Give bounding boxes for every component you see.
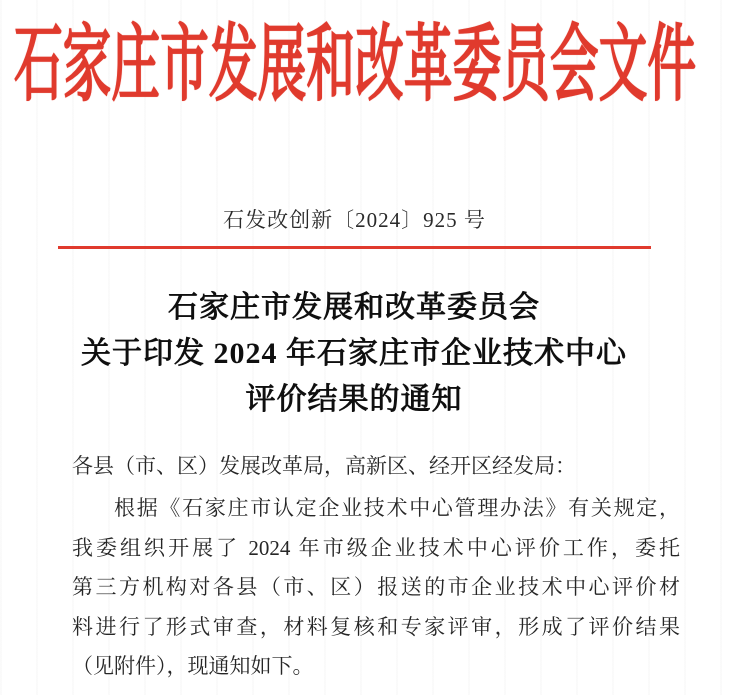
- title-line-3: 评价结果的通知: [245, 383, 463, 416]
- salutation-line: 各县（市、区）发展改革局，高新区、经开区经发局：: [72, 454, 576, 478]
- issuing-agency-masthead: 石家庄市发展和改革委员会文件: [13, 18, 696, 112]
- body-line: 我委组织开展了 2024 年市级企业技术中心评价工作，委托: [72, 535, 680, 560]
- document-title: [30, 285, 678, 423]
- document-reference-number: 石发改创新〔2024〕925 号: [223, 208, 486, 232]
- title-line-1: 石家庄市发展和改革委员会: [168, 291, 540, 324]
- document-body: [72, 444, 680, 687]
- red-masthead: [13, 14, 696, 118]
- body-line: 料进行了形式审查，材料复核和专家评审，形成了评价结果: [72, 614, 680, 639]
- body-line: 第三方机构对各县（市、区）报送的市企业技术中心评价材: [72, 575, 680, 599]
- body-line: （见附件），现通知如下。: [72, 654, 314, 678]
- body-line: 根据《石家庄市认定企业技术中心管理办法》有关规定，: [114, 496, 680, 520]
- title-line-2: 关于印发 2024 年石家庄市企业技术中心: [81, 337, 627, 370]
- red-separator-line: [58, 246, 651, 249]
